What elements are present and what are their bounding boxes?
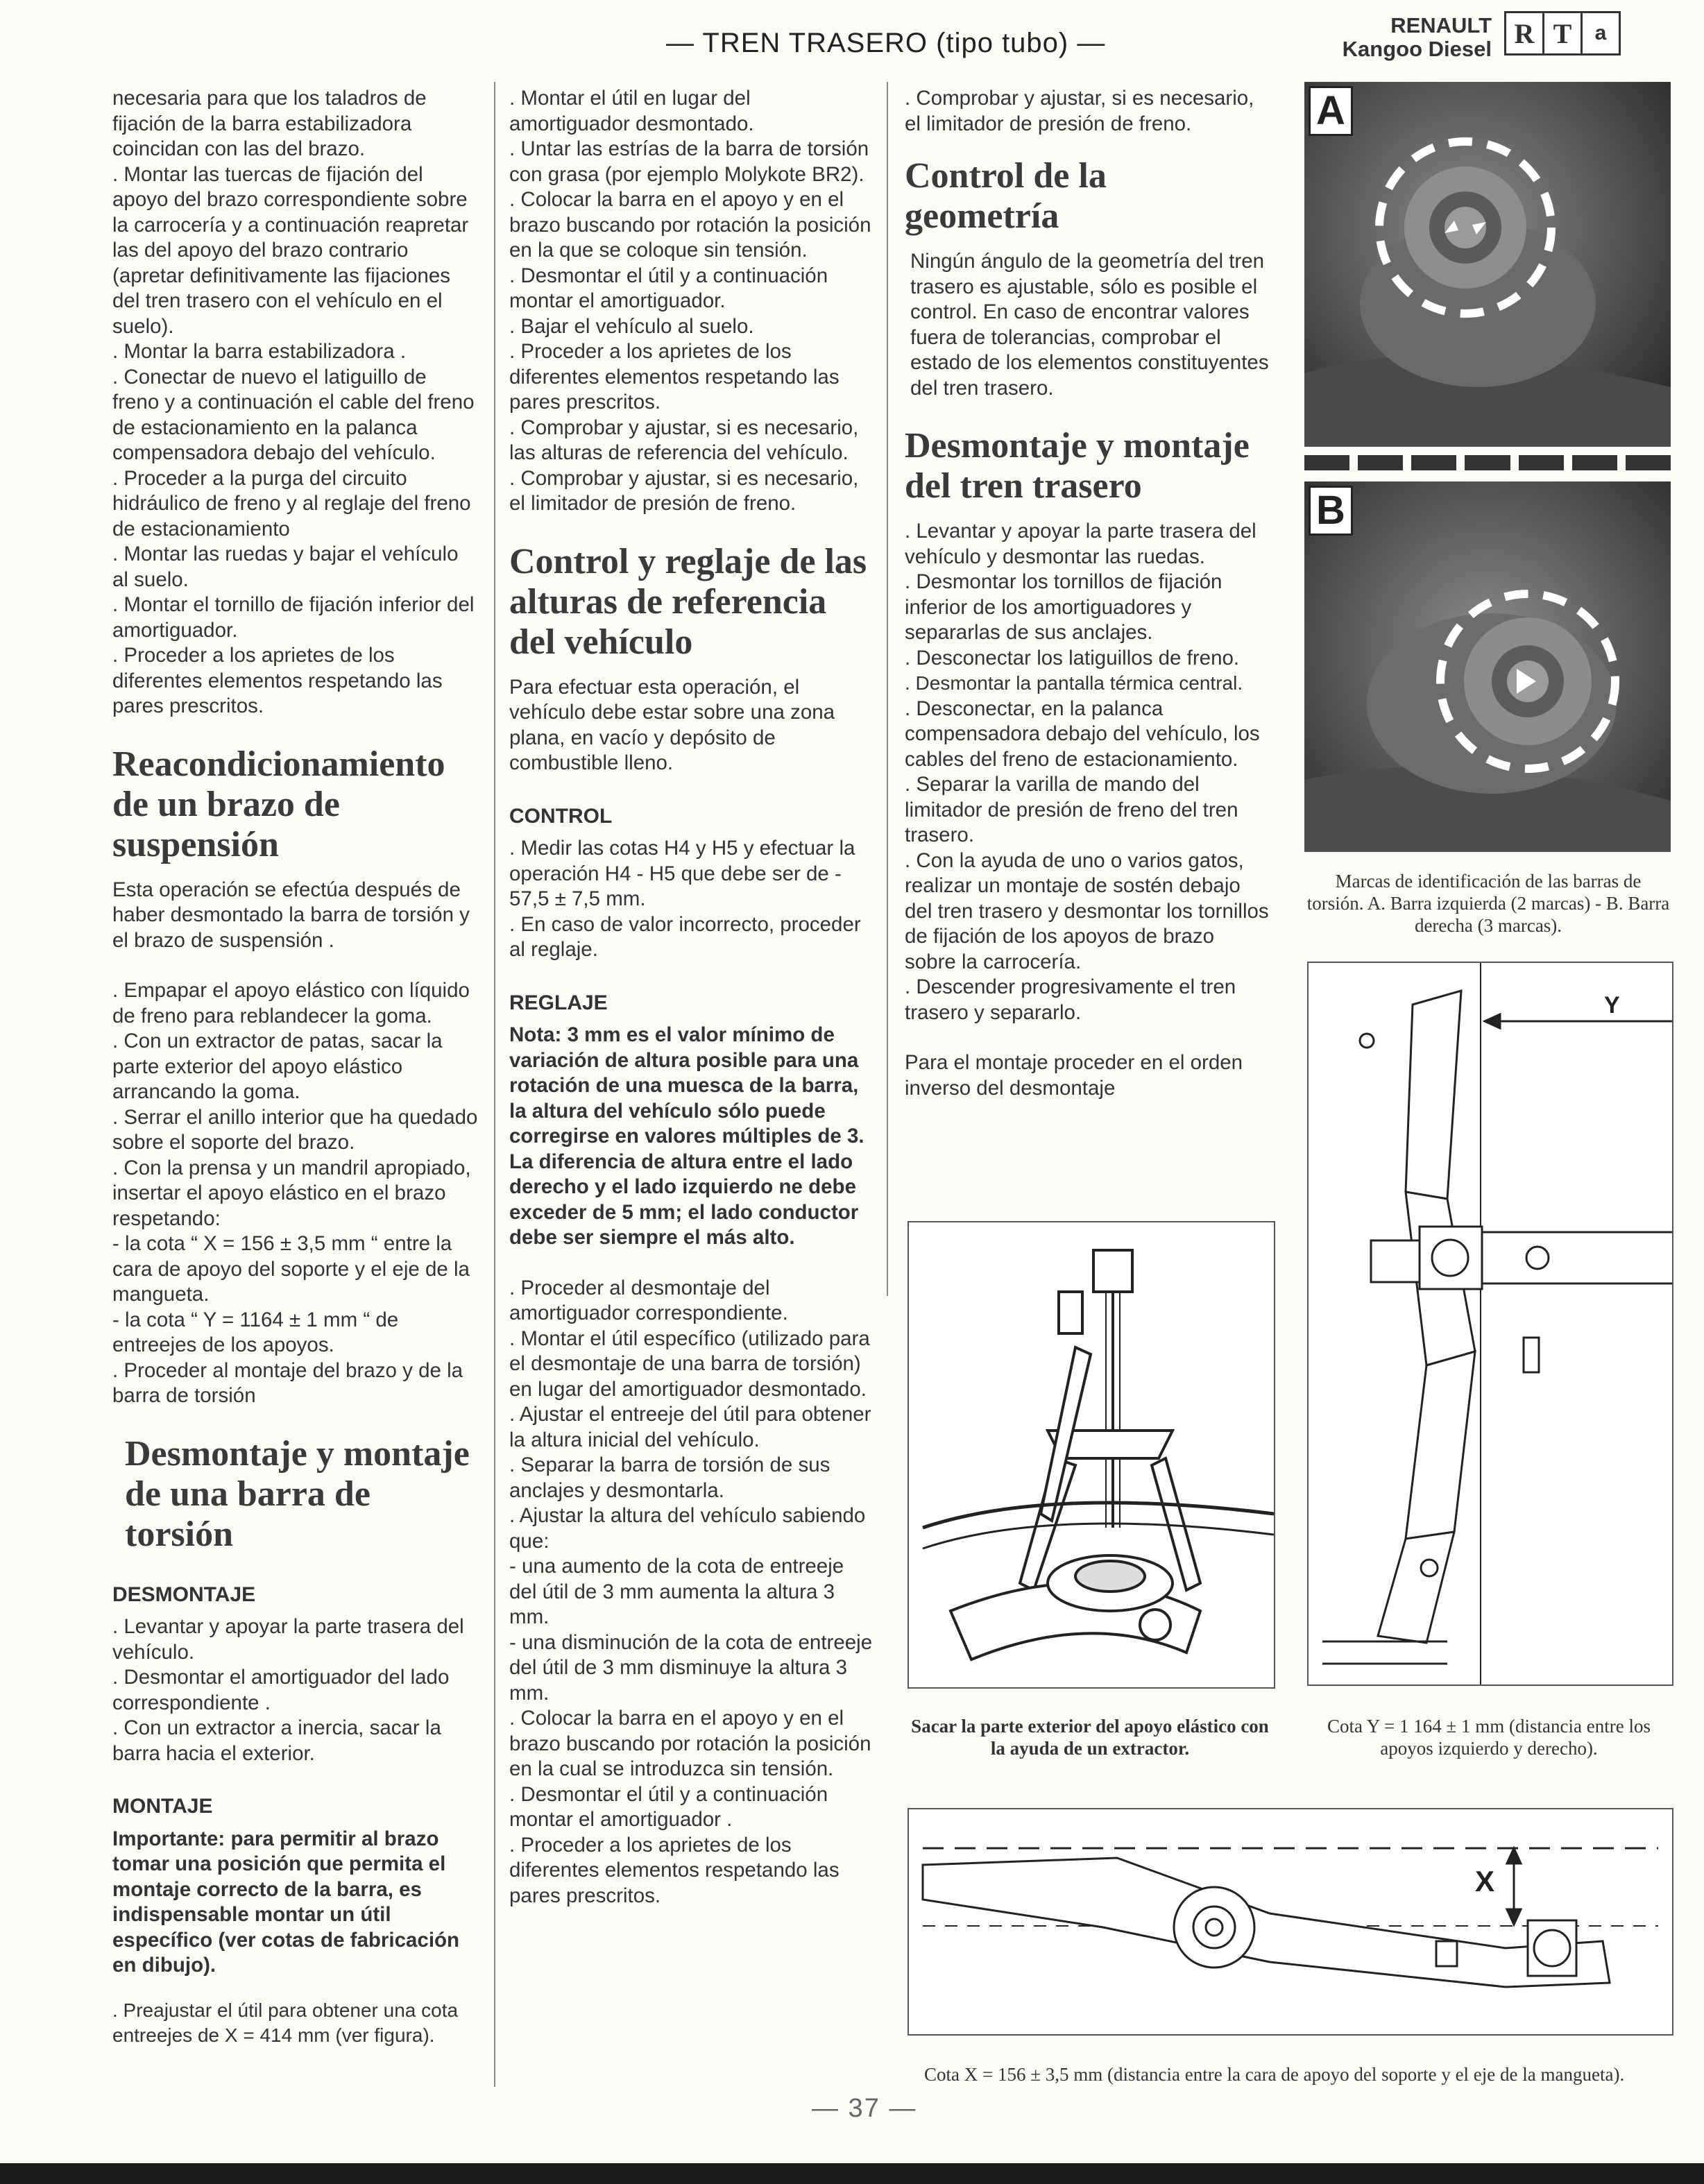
paragraph: . Con la prensa y un mandril apropiado, insertar el apoyo elástico en el brazo respetando:	[112, 1156, 471, 1230]
paragraph: Para el montaje proceder en el orden inverso del desmontaje	[905, 1051, 1243, 1100]
subheading-desmontaje: DESMONTAJE	[112, 1582, 256, 1606]
column-1	[112, 86, 479, 2049]
photo-b-drawing	[1304, 481, 1671, 852]
column-rule-2	[887, 82, 888, 1296]
photo-divider	[1304, 455, 1671, 470]
brand-block	[1325, 14, 1492, 61]
photo-b-label: B	[1309, 486, 1353, 536]
paragraph: . Bajar el vehículo al suelo.	[509, 314, 754, 338]
photo-caption: Marcas de identificación de las barras de torsión. A. Barra izquierda (2 marcas) - B. Barra derecha (3 marcas).	[1306, 871, 1670, 936]
paragraph: . Montar las tuercas de fijación del apoyo del brazo correspondiente sobre la carrocería y a continuación reapretar las del apoyo del brazo contrario (apretar definitivamente las fijaciones del tren trasero con el vehículo en el suelo).	[112, 162, 469, 338]
paragraph: . Comprobar y ajustar, si es necesario, el limitador de presión de freno.	[905, 87, 1254, 135]
paragraph: . Colocar la barra en el apoyo y en el brazo buscando por rotación la posición en la cual se introduzca sin tensión.	[509, 1707, 871, 1780]
paragraph: . Desmontar el útil y a continuación montar el amortiguador.	[509, 264, 828, 312]
photo-a-drawing	[1304, 82, 1671, 447]
paragraph: . Montar el útil específico (utilizado para el desmontaje de una barra de torsión) en lugar del amortiguador desmontado.	[509, 1326, 870, 1401]
paragraph: . Conectar de nuevo el latiguillo de freno y a continuación el cable del freno de estacionamiento en la palanca compensadora debajo del vehículo.	[112, 365, 475, 464]
dimension-y-figure	[1307, 962, 1673, 1686]
paragraph: . Desmontar la pantalla térmica central.	[905, 672, 1243, 694]
paragraph: . Proceder a los aprietes de los diferentes elementos respetando las pares prescritos.	[509, 340, 840, 413]
subheading-montaje: MONTAJE	[112, 1795, 213, 1818]
column-2	[509, 86, 873, 1909]
dimension-x-drawing	[909, 1809, 1672, 2034]
section-heading-barra-torsion: Desmontaje y montaje de una barra de torsión	[125, 1433, 470, 1554]
important-note: Importante: para permitir al brazo tomar una posición que permita el montaje correcto de la barra, es indispensable montar un útil específico (ver cotas de fabricación en dibujo).	[112, 1827, 460, 1977]
paragraph: . Con un extractor de patas, sacar la parte exterior del apoyo elástico arrancando la goma.	[112, 1030, 443, 1103]
extractor-caption: Sacar la parte exterior del apoyo elástico con la ayuda de un extractor.	[911, 1716, 1269, 1759]
paragraph: . Ajustar el entreeje del útil para obtener la altura inicial del vehículo.	[509, 1403, 871, 1451]
paragraph: . Ajustar la altura del vehículo sabiendo que:	[509, 1504, 866, 1553]
paragraph: . Proceder a la purga del circuito hidráulico de freno y al reglaje del freno de estacionamiento	[112, 466, 471, 540]
logo-letter-t: T	[1544, 13, 1583, 53]
paragraph: Para efectuar esta operación, el vehículo debe estar sobre una zona plana, en vacío y depósito de combustible lleno.	[509, 675, 835, 774]
paragraph: . Proceder a los aprietes de los diferentes elementos respetando las pares prescritos.	[509, 1833, 840, 1907]
paragraph: . Separar la barra de torsión de sus anclajes y desmontarla.	[509, 1453, 830, 1502]
dimension-x-label: X	[1475, 1865, 1495, 1897]
paragraph: . Montar el útil en lugar del amortiguador desmontado.	[509, 87, 754, 135]
section-heading-tren-trasero: Desmontaje y montaje del tren trasero	[905, 426, 1250, 506]
paragraph: . Proceder al desmontaje del amortiguador correspondiente.	[509, 1276, 788, 1324]
paragraph: . Desconectar los latiguillos de freno.	[905, 646, 1240, 669]
dimension-y-drawing	[1309, 963, 1672, 1684]
paragraph: . Descender progresivamente el tren trasero y separarlo.	[905, 975, 1236, 1024]
logo-letter-r: R	[1506, 13, 1544, 53]
reglaje-note: Nota: 3 mm es el valor mínimo de variación de altura posible para una rotación de una muesca de la barra, la altura del vehículo sólo puede corregirse en valores múltiples de 3. La diferencia de altura entre el lado derecho y el lado izquierdo ne debe exceder de 5 mm; el lado conductor debe ser siempre el más alto.	[509, 1023, 864, 1249]
paragraph: Esta operación se efectúa después de haber desmontado la barra de torsión y el brazo de suspensión .	[112, 878, 470, 952]
paragraph: . Serrar el anillo interior que ha quedado sobre el soporte del brazo.	[112, 1105, 478, 1154]
subheading-reglaje: REGLAJE	[509, 991, 608, 1014]
photo-b-right-bar-marks	[1304, 481, 1671, 852]
paragraph: . Colocar la barra en el apoyo y en el brazo buscando por rotación la posición en la que se coloque sin tensión.	[509, 188, 871, 262]
paragraph: . En caso de valor incorrecto, proceder al reglaje.	[509, 912, 861, 961]
paragraph: Ningún ángulo de la geometría del tren trasero es ajustable, sólo es posible el control. En caso de encontrar valores fuera de tolerancias, comprobar el estado de los elementos constituyentes del tren trasero.	[910, 250, 1269, 400]
paragraph: . Montar las ruedas y bajar el vehículo al suelo.	[112, 543, 459, 591]
photo-a-left-bar-marks	[1304, 82, 1671, 447]
photo-a-label: A	[1309, 86, 1353, 136]
dimension-y-caption: Cota Y = 1 164 ± 1 mm (distancia entre los apoyos izquierdo y derecho).	[1327, 1716, 1651, 1759]
paragraph: . Proceder al montaje del brazo y de la barra de torsión	[112, 1358, 463, 1407]
logo-letter-a: a	[1594, 22, 1607, 44]
dimension-x-figure	[908, 1808, 1673, 2036]
page-number: — 37 —	[812, 2094, 917, 2123]
paragraph: . Separar la varilla de mando del limitador de presión de freno del tren trasero.	[905, 773, 1238, 846]
paragraph: . Montar la barra estabilizadora .	[112, 340, 407, 363]
paragraph: - una aumento de la cota de entreeje del útil de 3 mm aumenta la altura 3 mm.	[509, 1555, 844, 1628]
paragraph: . Levantar y apoyar la parte trasera del vehículo.	[112, 1615, 464, 1664]
paragraph: . Preajustar el útil para obtener una cota entreejes de X = 414 mm (ver figura).	[112, 1999, 459, 2046]
brand-line-1: RENAULT	[1390, 13, 1492, 37]
paragraph: . Con la ayuda de uno o varios gatos, realizar un montaje de sostén debajo del tren trasero y desmontar los tornillos de fijación de los apoyos de brazo sobre la carrocería.	[905, 848, 1269, 973]
rta-logo	[1504, 11, 1621, 56]
section-heading-geometria: Control de la geometría	[905, 156, 1107, 236]
paragraph: . Levantar y apoyar la parte trasera del vehículo y desmontar las ruedas.	[905, 520, 1256, 568]
paragraph: . Untar las estrías de la barra de torsión con grasa (por ejemplo Molykote BR2).	[509, 137, 869, 186]
dimension-y-label: Y	[1604, 992, 1620, 1018]
section-heading-alturas: Control y reglaje de las alturas de referencia del vehículo	[509, 541, 867, 662]
paragraph: . Montar el tornillo de fijación inferior del amortiguador.	[112, 593, 475, 642]
paragraph: . Con un extractor a inercia, sacar la barra hacia el exterior.	[112, 1716, 441, 1765]
paragraph: - una disminución de la cota de entreeje del útil de 3 mm disminuye la altura 3 mm.	[509, 1630, 873, 1705]
paragraph: . Comprobar y ajustar, si es necesario, el limitador de presión de freno.	[509, 466, 859, 515]
paragraph: . Empapar el apoyo elástico con líquido de freno para reblandecer la goma.	[112, 979, 470, 1027]
extractor-drawing	[909, 1222, 1274, 1687]
paragraph: . Desmontar el útil y a continuación montar el amortiguador .	[509, 1782, 828, 1831]
paragraph: . Desmontar el amortiguador del lado correspondiente .	[112, 1666, 450, 1714]
paragraph: - la cota “ Y = 1164 ± 1 mm “ de entreejes de los apoyos.	[112, 1308, 399, 1356]
paragraph: . Desconectar, en la palanca compensadora debajo del vehículo, los cables del freno de estacionamiento.	[905, 697, 1260, 771]
scan-edge-bar	[0, 2163, 1704, 2184]
paragraph: . Desmontar los tornillos de fijación inferior de los amortiguadores y separarlas de sus anclajes.	[905, 570, 1222, 644]
column-rule-1	[494, 82, 495, 2087]
section-heading-reacondicionamiento: Reacondicionamiento de un brazo de suspensión	[112, 744, 445, 864]
page-header-title: — TREN TRASERO (tipo tubo) —	[666, 28, 1106, 58]
brand-line-2: Kangoo Diesel	[1342, 37, 1492, 61]
paragraph: . Proceder a los aprietes de los diferentes elementos respetando las pares prescritos.	[112, 644, 443, 717]
paragraph: . Comprobar y ajustar, si es necesario, las alturas de referencia del vehículo.	[509, 416, 859, 464]
paragraph: - la cota “ X = 156 ± 3,5 mm “ entre la cara de apoyo del soporte y el eje de la mangueta.	[112, 1232, 470, 1306]
subheading-control: CONTROL	[509, 804, 613, 828]
paragraph: . Medir las cotas H4 y H5 y efectuar la operación H4 - H5 que debe ser de - 57,5 ± 7,5 mm.	[509, 837, 855, 910]
paragraph: necesaria para que los taladros de fijación de la barra estabilizadora coincidan con las del brazo.	[112, 87, 427, 160]
extractor-figure	[908, 1221, 1275, 1689]
column-3	[905, 86, 1270, 1101]
dimension-x-caption: Cota X = 156 ± 3,5 mm (distancia entre la cara de apoyo del soporte y el eje de la mangueta).	[924, 2064, 1625, 2085]
